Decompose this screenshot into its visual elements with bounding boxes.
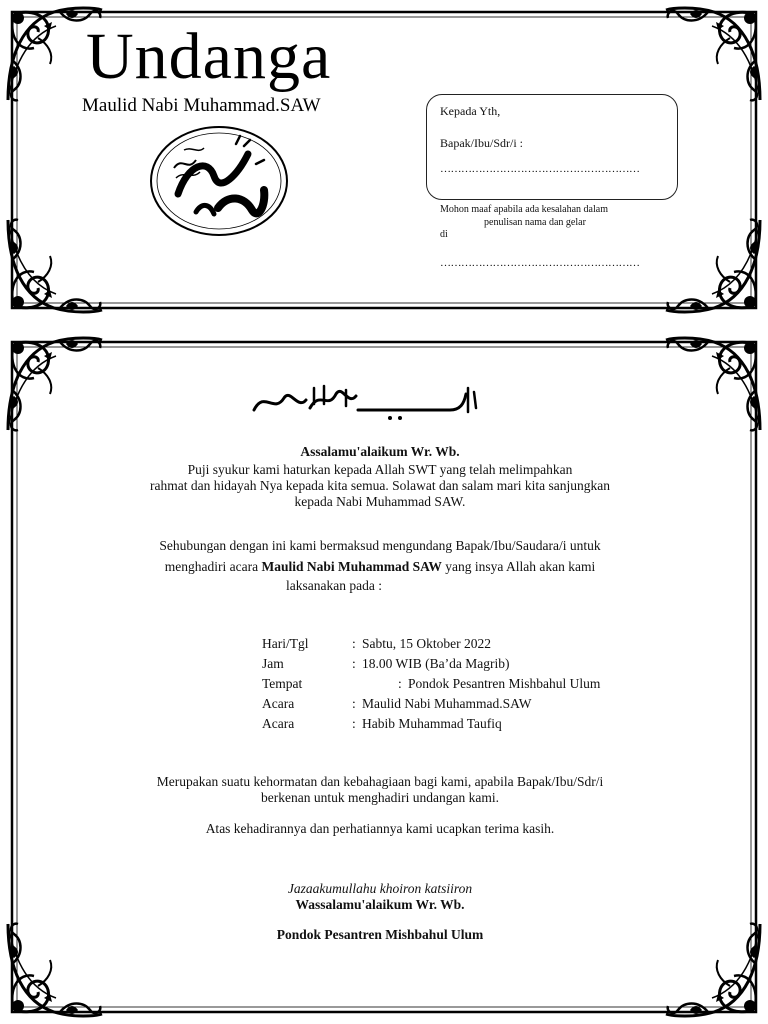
recipient-name-blank: ………………………………………………… (440, 163, 640, 175)
sender-name: Pondok Pesantren Mishbahul Ulum (276, 927, 484, 942)
detail-colon: : (352, 636, 356, 651)
invitation-title: Undanga (86, 20, 332, 93)
intro-line-3: kepada Nabi Muhammad SAW. (294, 494, 466, 509)
invitation-subtitle: Maulid Nabi Muhammad.SAW (82, 95, 321, 116)
detail-label: Tempat (262, 676, 303, 691)
letter-card-frame (0, 330, 768, 1024)
location-blank: ………………………………………………… (440, 257, 640, 269)
detail-label: Acara (262, 696, 295, 711)
closing-line-2: berkenan untuk menghadiri undangan kami. (260, 790, 500, 805)
invite-line-2-end: yang insya Allah akan kami (441, 559, 596, 574)
invite-line-1: Sehubungan dengan ini kami bermaksud mengundang Bapak/Ibu/Saudara/i untuk (159, 538, 601, 553)
intro-line-2: rahmat dan hidayah Nya kepada kita semua. Solawat dan salam mari kita sanjungkan (150, 478, 610, 493)
closing-line-1: Merupakan suatu kehormatan dan kebahagiaan bagi kami, apabila Bapak/Ibu/Sdr/i (156, 774, 604, 789)
invite-line-2-start: menghadiri acara (164, 559, 262, 574)
apology-note-line-2: penulisan nama dan gelar (484, 217, 586, 228)
detail-label: Hari/Tgl (262, 636, 309, 651)
detail-colon: : (398, 676, 402, 691)
recipient-label: Bapak/Ibu/Sdr/i : (440, 136, 523, 150)
detail-value: Pondok Pesantren Mishbahul Ulum (408, 676, 601, 691)
invite-line-2 (80, 559, 680, 575)
detail-label: Acara (262, 716, 295, 731)
recipient-greeting: Kepada Yth, (440, 104, 501, 118)
invitation-letter-card (0, 330, 768, 1024)
closing-salutation: Wassalamu'alaikum Wr. Wb. (295, 897, 465, 912)
detail-value: Sabtu, 15 Oktober 2022 (362, 636, 491, 651)
event-name-emphasis: Maulid Nabi Muhammad SAW (261, 559, 442, 574)
thanks-line: Atas kehadirannya dan perhatiannya kami ucapkan terima kasih. (205, 821, 555, 836)
detail-colon: : (352, 716, 356, 731)
detail-value: Habib Muhammad Taufiq (362, 716, 502, 731)
intro-line-1: Puji syukur kami haturkan kepada Allah SWT yang telah melimpahkan (187, 462, 573, 477)
muhammad-calligraphy-emblem (148, 124, 290, 238)
opening-salutation: Assalamu'alaikum Wr. Wb. (300, 444, 460, 459)
location-label: di (440, 229, 448, 240)
detail-label: Jam (262, 656, 284, 671)
address-card (0, 0, 768, 320)
detail-colon: : (352, 696, 356, 711)
detail-value: 18.00 WIB (Ba’da Magrib) (362, 656, 510, 671)
jazakum-line: Jazaakumullahu khoiron katsiiron (287, 881, 473, 896)
detail-colon: : (352, 656, 356, 671)
invite-line-3: laksanakan pada : (286, 578, 382, 593)
basmalah-calligraphy (250, 380, 480, 424)
apology-note-line-1: Mohon maaf apabila ada kesalahan dalam (440, 204, 608, 215)
detail-value: Maulid Nabi Muhammad.SAW (362, 696, 532, 711)
